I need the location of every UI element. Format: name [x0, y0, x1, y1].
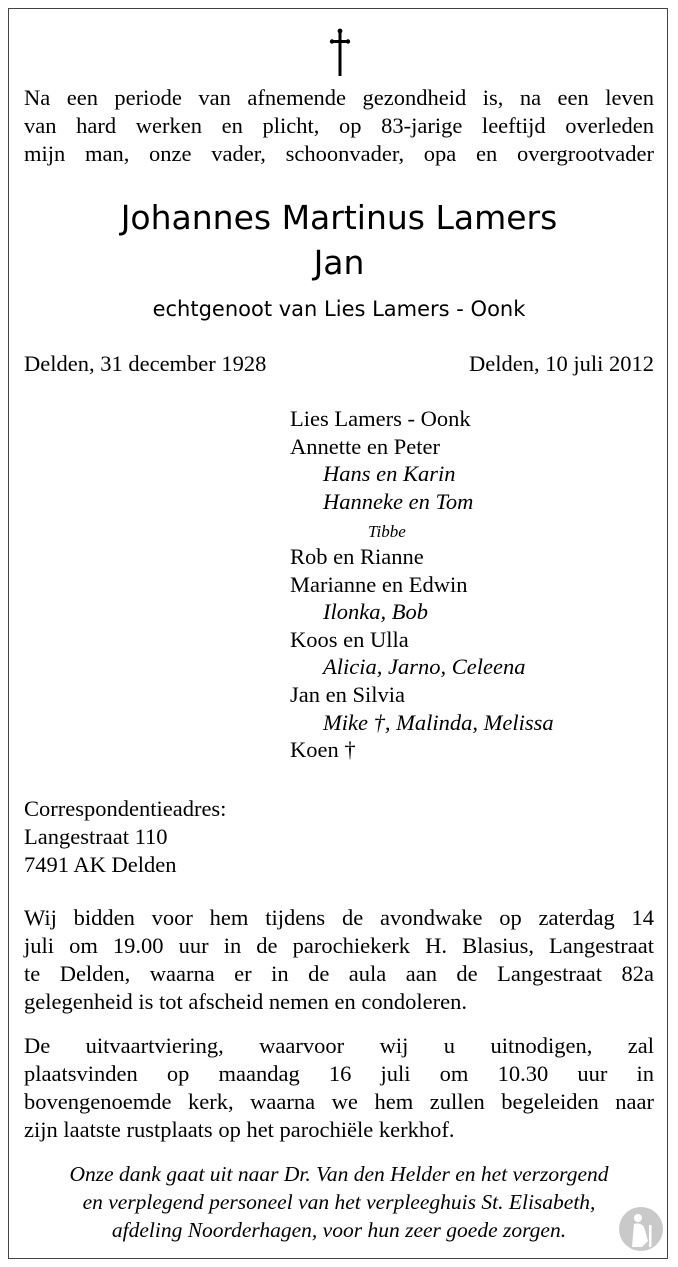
family-member: Alicia, Jarno, Celeena [323, 654, 526, 680]
funeral-line: plaatsvinden op maandag 16 juli om 10.30 uur in [24, 1061, 654, 1086]
family-member: Hanneke en Tom [323, 488, 474, 514]
publisher-logo-icon [618, 1205, 664, 1253]
wake-paragraph [24, 904, 654, 1016]
funeral-line: bovengenoemde kerk, waarna we hem zullen begeleiden naar [24, 1089, 654, 1114]
deceased-nickname: Jan [313, 243, 365, 282]
birth-date: Delden, 31 december 1928 [24, 351, 267, 376]
family-member: Koos en Ulla [290, 626, 409, 652]
thanks-line: Onze dank gaat uit naar Dr. Van den Helder en het verzorgend [69, 1162, 609, 1186]
address-label: Correspondentieadres: [24, 796, 227, 821]
intro-line: Na een periode van afnemende gezondheid is, na een leven [24, 85, 654, 110]
family-member: Jan en Silvia [290, 682, 405, 707]
wake-line: juli om 19.00 uur in de parochiekerk H. Blasius, Langestraat [24, 933, 654, 958]
family-member: Marianne en Edwin [290, 571, 468, 597]
correspondence-address [24, 795, 226, 879]
death-date: Delden, 10 juli 2012 [469, 351, 654, 376]
thanks-paragraph [24, 1160, 654, 1244]
family-member: Ilonka, Bob [323, 599, 428, 625]
family-member: Koen † [290, 737, 356, 763]
family-member: Rob en Rianne [290, 544, 424, 569]
wake-line: te Delden, waarna er in de aula aan de Langestraat 82a [24, 961, 654, 986]
funeral-paragraph [24, 1032, 654, 1144]
address-city: 7491 AK Delden [24, 852, 177, 877]
family-member: Annette en Peter [290, 433, 440, 459]
family-member: Mike †, Malinda, Melissa [323, 709, 554, 735]
family-member: Lies Lamers - Oonk [290, 406, 471, 431]
family-member: Tibbe [368, 522, 406, 542]
intro-line: van hard werken en plicht, op 83-jarige leeftijd overleden [24, 113, 654, 138]
wake-line: gelegenheid is tot afscheid nemen en condoleren. [24, 989, 467, 1014]
family-member: Hans en Karin [323, 461, 456, 487]
cross-icon [329, 28, 351, 78]
address-street: Langestraat 110 [24, 824, 168, 849]
spouse-line: echtgenoot van Lies Lamers - Oonk [152, 297, 526, 321]
wake-line: Wij bidden voor hem tijdens de avondwake op zaterdag 14 [24, 905, 654, 930]
funeral-line: zijn laatste rustplaats op het parochiële kerkhof. [24, 1117, 455, 1142]
intro-line: mijn man, onze vader, schoonvader, opa en overgrootvader [24, 141, 654, 166]
thanks-line: afdeling Noorderhagen, voor hun zeer goede zorgen. [111, 1218, 567, 1242]
funeral-line: De uitvaartviering, waarvoor wij u uitnodigen, zal [24, 1033, 654, 1058]
dates-row [24, 350, 654, 378]
thanks-line: en verplegend personeel van het verpleeghuis St. Elisabeth, [82, 1190, 596, 1214]
deceased-full-name: Johannes Martinus Lamers [120, 198, 558, 237]
intro-paragraph [24, 84, 654, 168]
